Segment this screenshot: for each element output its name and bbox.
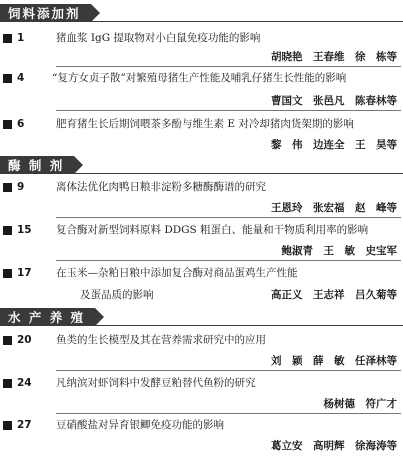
- bullet-icon: [3, 226, 12, 235]
- bullet-icon: [3, 336, 12, 345]
- article-authors: 鲍淑青 王 敏 史宝军: [281, 245, 397, 257]
- entry-divider: [56, 110, 401, 111]
- section-header: [0, 156, 403, 174]
- page-number: 17: [17, 267, 32, 279]
- section-title: 饲料添加剂: [0, 4, 91, 22]
- article-title: 肥育猪生长后期饲喂茶多酚与维生素 E 对冷却猪肉货架期的影响: [56, 118, 354, 130]
- article-authors: 曹国文 张邑凡 陈春林等: [271, 95, 397, 107]
- section-header: [0, 308, 403, 326]
- entry-divider: [56, 66, 401, 67]
- article-authors: 刘 颖 薛 敏 任泽林等: [271, 355, 397, 367]
- entry-divider: [56, 260, 401, 261]
- section-divider: [0, 173, 403, 174]
- entry-divider: [56, 413, 401, 414]
- page-number: 15: [17, 224, 32, 236]
- article-title: 复合酶对新型饲料原料 DDGS 粗蛋白、能量和干物质利用率的影响: [56, 224, 369, 236]
- section-title: 酶 制 剂: [0, 156, 74, 174]
- page-number: 9: [17, 181, 25, 193]
- section-divider: [0, 21, 403, 22]
- article-title: 在玉米—杂粕日粮中添加复合酶对商品蛋鸡生产性能: [56, 267, 298, 279]
- page-number: 1: [17, 32, 25, 44]
- page-number: 6: [17, 118, 25, 130]
- article-authors: 杨树德 符广才: [323, 398, 397, 410]
- article-title: 离体法优化肉鸭日粮非淀粉多糖酶酶谱的研究: [56, 181, 266, 193]
- article-title: 猪血浆 IgG 提取物对小白鼠免疫功能的影响: [56, 32, 261, 44]
- article-authors: 黎 伟 边连全 王 昊等: [271, 139, 397, 151]
- section-title: 水 产 养 殖: [0, 308, 95, 326]
- bullet-icon: [3, 379, 12, 388]
- article-authors: 葛立安 高明辉 徐海涛等: [271, 440, 397, 452]
- page-number: 20: [17, 334, 32, 346]
- section-divider: [0, 325, 403, 326]
- article-title-line2: 及蛋品质的影响: [80, 289, 154, 301]
- bullet-icon: [3, 269, 12, 278]
- section-header: [0, 4, 403, 22]
- page-number: 4: [17, 72, 25, 84]
- article-title: 凡纳滨对虾饲料中发酵豆粕替代鱼粉的研究: [56, 377, 256, 389]
- article-title: “复方女贞子散”对繁殖母猪生产性能及哺乳仔猪生长性能的影响: [52, 72, 347, 84]
- entry-divider: [56, 370, 401, 371]
- article-authors: 高正义 王志祥 吕久菊等: [271, 289, 397, 301]
- article-title: 豆硝酸盐对异育银鲫免疫功能的影响: [56, 419, 224, 431]
- article-title: 鱼类的生长模型及其在营养需求研究中的应用: [56, 334, 266, 346]
- bullet-icon: [3, 74, 12, 83]
- entry-divider: [56, 217, 401, 218]
- article-authors: 胡晓艳 王春维 徐 栋等: [271, 51, 397, 63]
- bullet-icon: [3, 34, 12, 43]
- article-authors: 王恩玲 张宏福 赵 峰等: [271, 202, 397, 214]
- page-number: 24: [17, 377, 32, 389]
- page-number: 27: [17, 419, 32, 431]
- bullet-icon: [3, 183, 12, 192]
- bullet-icon: [3, 120, 12, 129]
- bullet-icon: [3, 421, 12, 430]
